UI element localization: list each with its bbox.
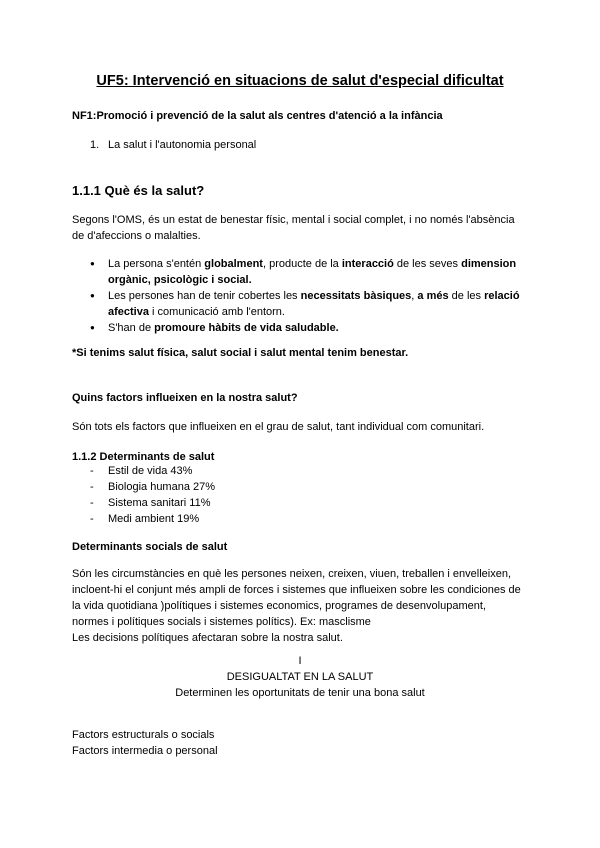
text-run: S'han de <box>108 322 155 334</box>
text-run: de les seves <box>393 258 462 270</box>
circumstances-paragraph <box>72 566 528 646</box>
benestar-note: *Si tenims salut física, salut social i salut mental tenim benestar. <box>72 347 409 359</box>
inequality-bar: I <box>298 655 302 667</box>
text-run: , producte de la <box>262 258 342 270</box>
factors-heading: Quins factors influeixen en la nostra salut? <box>72 392 298 404</box>
social-determinants-heading: Determinants socials de salut <box>72 541 228 553</box>
list-item-text: La salut i l'autonomia personal <box>108 139 257 151</box>
paragraph-line: Són les circumstàncies en què les persones neixen, creixen, viuen, treballen i envelleixen, <box>72 568 512 580</box>
numbered-list-item <box>90 137 528 153</box>
bullet-item <box>90 256 528 288</box>
bold-text-run: necessitats bàsiques <box>300 290 412 302</box>
factors-list <box>72 727 528 759</box>
text-run: i comunicació amb l'entorn. <box>148 306 285 318</box>
section-heading-1-1-2: 1.1.2 Determinants de salut <box>72 451 215 463</box>
determinants-list <box>90 463 215 527</box>
determinant-item: - Medi ambient 19% <box>90 511 215 527</box>
inequality-block <box>0 653 600 701</box>
list-number: 1. <box>90 139 100 151</box>
bold-text-run: promoure hàbits de vida saludable. <box>154 322 339 334</box>
paragraph-line: Les decisions polítiques afectaran sobre la nostra salut. <box>72 632 343 644</box>
bold-text-run: interacció <box>341 258 394 270</box>
text-run: La persona s'entén <box>108 258 205 270</box>
paragraph-line: normes i polítiques socials i sistemes polítics). Ex: masclisme <box>72 616 371 628</box>
factors-paragraph: Són tots els factors que influeixen en el grau de salut, tant individual com comunitari. <box>72 421 485 433</box>
text-run: , <box>411 290 418 302</box>
paragraph-line: incloent-hi el conjunt més ampli de forces i sistemes que influeixen sobre les condiciones de <box>72 584 521 596</box>
text-run: de les <box>448 290 485 302</box>
factor-line: Factors intermedia o personal <box>72 745 218 757</box>
bullet-item <box>90 288 528 320</box>
inequality-subtitle: Determinen les oportunitats de tenir una bona salut <box>175 687 425 699</box>
determinant-item: - Biologia humana 27% <box>90 479 215 495</box>
determinant-item: - Sistema sanitari 11% <box>90 495 215 511</box>
section-heading-1-1-1: 1.1.1 Què és la salut? <box>72 183 205 198</box>
paragraph-line: de d'afeccions o malalties. <box>72 230 201 242</box>
oms-paragraph <box>72 212 528 244</box>
determinant-item: - Estil de vida 43% <box>90 463 215 479</box>
bold-text-run: globalment <box>204 258 263 270</box>
bullet-list <box>90 256 528 336</box>
bold-text-run: relació afectiva <box>108 290 520 318</box>
nf1-heading: NF1:Promoció i prevenció de la salut als centres d'atenció a la infància <box>72 110 443 122</box>
bold-text-run: a més <box>417 290 449 302</box>
bullet-item <box>90 320 528 336</box>
paragraph-line: Segons l'OMS, és un estat de benestar físic, mental i social complet, i no només l'absència <box>72 214 515 226</box>
text-run: Les persones han de tenir cobertes les <box>108 290 301 302</box>
bold-text-run: dimension orgànic, psicològic i social. <box>108 258 517 286</box>
inequality-title: DESIGUALTAT EN LA SALUT <box>226 671 374 683</box>
document-title: UF5: Intervenció en situacions de salut d'especial dificultat <box>96 73 504 89</box>
factor-line: Factors estructurals o socials <box>72 729 215 741</box>
paragraph-line: la vida quotidiana )polítiques i sistemes economics, programes de desenvolupament, <box>72 600 486 612</box>
